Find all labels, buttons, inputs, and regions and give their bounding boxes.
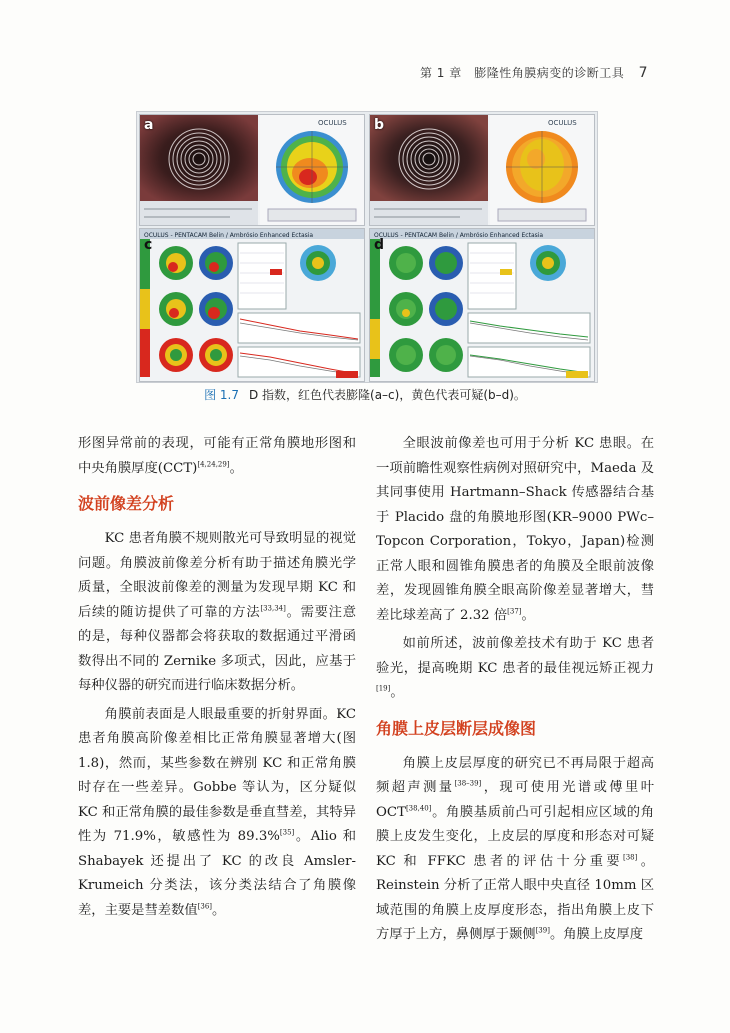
text: 。: [212, 902, 226, 918]
paragraph: [376, 432, 654, 628]
citation: [4,24,29]: [197, 460, 230, 469]
left-column: [78, 432, 356, 923]
panel-label-d: d: [374, 237, 385, 253]
paragraph: [78, 527, 356, 699]
citation: [38,40]: [405, 804, 432, 813]
figure-caption: [0, 386, 730, 403]
right-column: [376, 432, 654, 948]
text: 角膜上皮层厚度的研究已不再局限于超高频超声测量: [376, 755, 654, 795]
citation: [38]: [622, 853, 638, 862]
panel-b: [369, 114, 595, 226]
panel-a-graphic: [140, 115, 364, 225]
chapter-title: 第 1 章 膨隆性角膜病变的诊断工具: [419, 66, 625, 80]
text: 。Reinstein 分析了正常人眼中央直径 10mm 区域范围的角膜上皮厚度形态，指出角膜上皮下方厚于上方，鼻侧厚于颞侧: [376, 853, 654, 942]
panel-d: [369, 228, 595, 382]
citation: [38–39]: [454, 779, 482, 788]
panel-b-graphic: [370, 115, 594, 225]
page-number: 7: [638, 65, 648, 81]
panel-label-a: a: [144, 117, 154, 133]
header-text-c: OCULUS - PENTACAM Belin / Ambrósio Enhanced Ectasia: [144, 232, 314, 239]
device-text-b: OCULUS: [548, 119, 577, 127]
citation: [39]: [535, 926, 550, 935]
device-text-a: OCULUS: [318, 119, 347, 127]
text: 。: [521, 607, 535, 623]
text: 。: [229, 460, 243, 476]
citation: [37]: [507, 607, 522, 616]
figure-1-7: [136, 111, 598, 383]
panel-label-c: c: [144, 237, 153, 253]
panel-d-graphic: [370, 229, 594, 381]
panel-a: [139, 114, 365, 226]
panel-label-b: b: [374, 117, 385, 133]
text: 。需要注意的是，每种仪器都会将获取的数据通过平滑函数得出不同的 Zernike 多项式，因此，应基于每种仪器的研究而进行临床数据分析。: [78, 604, 357, 693]
citation: [33,34]: [260, 604, 286, 613]
paragraph: [78, 703, 356, 924]
panel-c-graphic: [140, 229, 364, 381]
text: 。角膜上皮厚度: [549, 927, 644, 942]
citation: [35]: [279, 828, 295, 837]
paragraph: [78, 432, 356, 481]
section-heading: 角膜上皮层断层成像图: [376, 718, 537, 738]
text: 全眼波前像差也可用于分析 KC 患眼。在一项前瞻性观察性病例对照研究中，Maeda 及其同事使用 Hartmann–Shack 传感器结合基于 Placido 盘的角膜地形图(KR–9000 PWc–Topcon Corporation，Tokyo，Japan)检测正常人眼和圆锥角膜患者的角膜及全眼前波像差，发现圆锥角膜全眼高阶像差显著增大，彗差比球差高了 2.32 倍: [376, 436, 654, 623]
section-heading: 波前像差分析: [78, 494, 175, 513]
text: ，现可使用光谱或傅里叶 OCT: [376, 780, 655, 820]
panel-c: [139, 228, 365, 382]
paragraph: [376, 752, 654, 948]
caption-text: D 指数，红色代表膨隆(a–c)，黄色代表可疑(b–d)。: [248, 388, 526, 402]
text: KC 患者角膜不规则散光可导致明显的视觉问题。角膜波前像差分析有助于描述角膜光学质量，全眼波前像差的测量为发现早期 KC 和后续的随访提供了可靠的方法: [78, 531, 356, 620]
figure-number: 图 1.7: [204, 388, 239, 402]
citation: [36]: [197, 902, 213, 911]
text: 如前所述，波前像差技术有助于 KC 患者验光，提高晚期 KC 患者的最佳视远矫正视力: [376, 636, 654, 676]
text: 形图异常前的表现，可能有正常角膜地形图和中央角膜厚度(CCT): [78, 436, 356, 476]
text: 。Alio 和 Shabayek 还提出了 KC 的改良 Amsler-Krumeich 分类法，该分类法结合了角膜像差，主要是彗差数值: [78, 829, 357, 918]
running-head: [420, 64, 648, 81]
paragraph: [376, 632, 654, 706]
citation: [19]: [376, 684, 391, 693]
header-text-d: OCULUS - PENTACAM Belin / Ambrósio Enhanced Ectasia: [374, 232, 544, 239]
text: 。角膜基质前凸可引起相应区域的角膜上皮发生变化，上皮层的厚度和形态对可疑 KC 和 FFKC 患者的评估十分重要: [376, 804, 654, 869]
text: 。: [390, 685, 404, 700]
text: 角膜前表面是人眼最重要的折射界面。KC 患者角膜高阶像差相比正常角膜显著增大(图 1.8)，然而，某些参数在辨别 KC 和正常角膜时存在一些差异。Gobbe 等认为，区分疑似 KC 和正常角膜的最佳参数是垂直彗差，其特异性为 71.9%，敏感性为 89.3%: [78, 706, 356, 844]
